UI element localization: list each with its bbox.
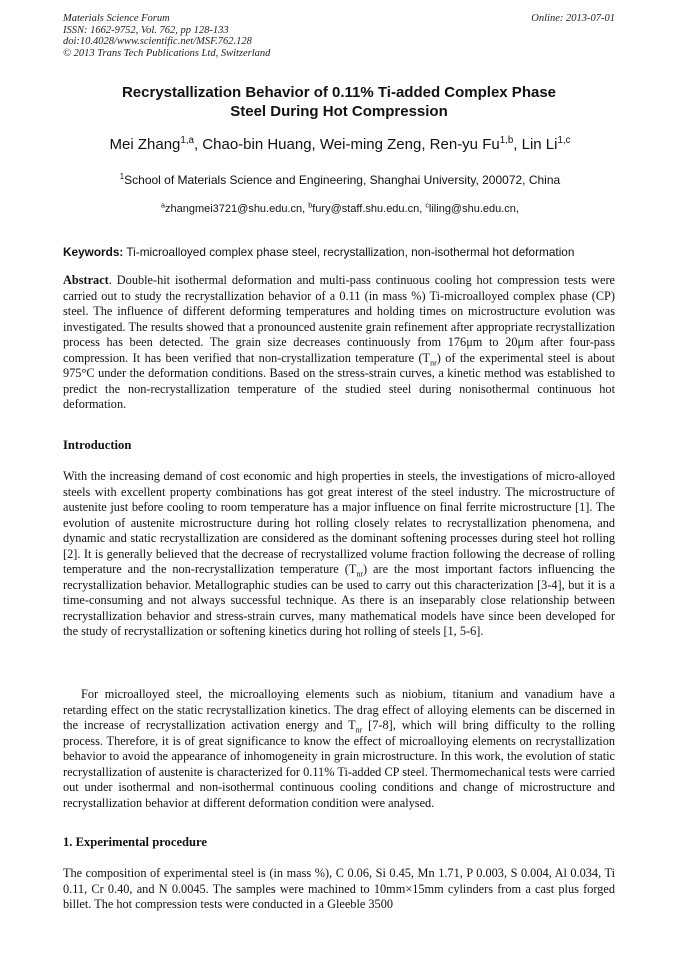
journal-name: Materials Science Forum (63, 13, 170, 24)
abstract-text-2: ) of the experimental steel is about 975°C under the deformation conditions. Based on the stress-strain curves, a kinetic method was established to predict the non-recrystallization temperature of the studied steel during nonisothermal continuous hot deformation. (63, 350, 615, 411)
intro-p1-text-1: With the increasing demand of cost economic and high properties in steels, the investigations of micro-alloyed steels with excellent property combinations has got great interest of the steel industry. The microstructure of austenite just before cooling to room temperature has a major influence on final ferrite microstructure [1]. The evolution of austenite microstructure during hot rolling closely relates to recrystallization phenomena, and dynamic and static recrystallization are considered as the dominant softening processes during steel hot rolling [2]. It is generally believed that the decrease of recrystallized volume fraction following the decrease of rolling temperature and the non-recrystallization temperature (T (63, 469, 615, 576)
intro-p2-sub: nr (355, 725, 363, 735)
journal-header (63, 13, 270, 59)
title-line-2: Steel During Hot Compression (230, 103, 448, 120)
author-sup: 1,a (180, 135, 194, 146)
author-name: Wei-ming Zeng (319, 136, 422, 153)
intro-p2-text-1: For microalloyed steel, the microalloying elements such as niobium, titanium and vanadium have a retarding effect on the static recrystallization kinetics. The drag effect of alloying elements can be discerned in the increase of recrystallization activation energy and T (63, 687, 615, 732)
abstract-label: Abstract (63, 273, 109, 287)
email-sup: c (425, 201, 429, 210)
affiliation (40, 173, 640, 187)
abstract (63, 273, 615, 413)
email-link[interactable]: fury@staff.shu.edu.cn, (312, 203, 423, 215)
copyright-line: © 2013 Trans Tech Publications Ltd, Switzerland (63, 47, 271, 59)
intro-p2-text-2: [7-8], which will bring difficulty to the rolling process. Therefore, it is of great significance to know the effect of microalloying elements on recrystallization behavior to avoid the appearance of inhomogeneity in grain microstructure. In this work, the evolution of static recrystallization of austenite is characterized for 0.11% Ti-added CP steel. Thermomechanical tests were carried out under isothermal and non-isothermal continuous cooling conditions and change of microstructure and recrystallization behavior at different deformation condition were analysed. (63, 718, 615, 810)
author-list: Mei Zhang$^{1,a}$, Chao-bin Huang, Wei-ming Zeng, Ren-yu Fu$^{1,b}$, Lin Li$^{1,c}$ (109, 135, 571, 153)
keywords (63, 245, 623, 259)
intro-p1-text-2: ) are the most important factors influencing the recrystallization behavior. Metallographic studies can be used to carry out this characterization [3-4], but it is a time-consuming and not always successful technique. As there is an inseparably close relationship between recrystallization behavior and stress-strain curves, many mathematical models have since been developed for the study of recrystallization or softening kinetics during hot rolling of steels [1, 5-6]. (63, 562, 615, 638)
doi-line: doi:10.4028/www.scientific.net/MSF.762.128 (63, 36, 252, 47)
author-name: Chao-bin Huang (202, 136, 312, 153)
introduction-paragraph-1 (63, 469, 615, 640)
introduction-paragraph-2 (63, 687, 615, 811)
experimental-paragraph-1: The composition of experimental steel is (in mass %), C 0.06, Si 0.45, Mn 1.71, P 0.003, S 0.004, Al 0.034, Ti 0.11, Cr 0.40, and N 0.0045. The samples were machined to 10mm×15mm cylinders from a cast plus forged billet. The hot compression tests were conducted in a Gleeble 3500 (63, 866, 615, 911)
title-line-1: Recrystallization Behavior of 0.11% Ti-added Complex Phase (121, 84, 557, 101)
intro-p1-sub: nr (356, 569, 363, 579)
author-sup: 1,c (557, 135, 571, 146)
affiliation-sup: 1 (119, 172, 125, 181)
author-name: Mei Zhang (109, 136, 181, 153)
author-name: Lin Li (521, 136, 558, 153)
introduction-heading: Introduction (63, 438, 132, 452)
author-name: Ren-yu Fu (429, 136, 500, 153)
issn-line: ISSN: 1662-9752, Vol. 762, pp 128-133 (63, 24, 229, 36)
keywords-text: Ti-microalloyed complex phase steel, recrystallization, non-isothermal hot deformation (126, 245, 575, 259)
affiliation-text: School of Materials Science and Engineering, Shanghai University, 200072, China (124, 173, 561, 187)
experimental-heading: 1. Experimental procedure (63, 835, 207, 849)
paper-title (63, 83, 615, 121)
online-date: Online: 2013-07-01 (531, 13, 615, 24)
keywords-label: Keywords: (63, 245, 124, 259)
email-link[interactable]: liling@shu.edu.cn, (428, 203, 519, 215)
email-sup: b (308, 201, 313, 210)
author-sup: 1,b (499, 135, 514, 146)
abstract-sub: nr (430, 357, 437, 367)
email-sup: a (161, 201, 165, 210)
email-list (40, 203, 640, 215)
email-link[interactable]: zhangmei3721@shu.edu.cn, (164, 203, 306, 215)
abstract-text-1: . Double-hit isothermal deformation and multi-pass continuous cooling hot compression tests were carried out to study the recrystallization behavior of a 0.11 (in mass %) Ti-microalloyed complex phase (CP) steel. The influence of different deforming temperatures and holding times on microstructure evolution was investigated. The results showed that a pronounced austenite grain refinement after appropriate recrystallization process has been detected. The grain size decreases continuously from 176μm to 20μm after four-pass compression. It has been verified that non-crystallization temperature (T (63, 273, 615, 365)
